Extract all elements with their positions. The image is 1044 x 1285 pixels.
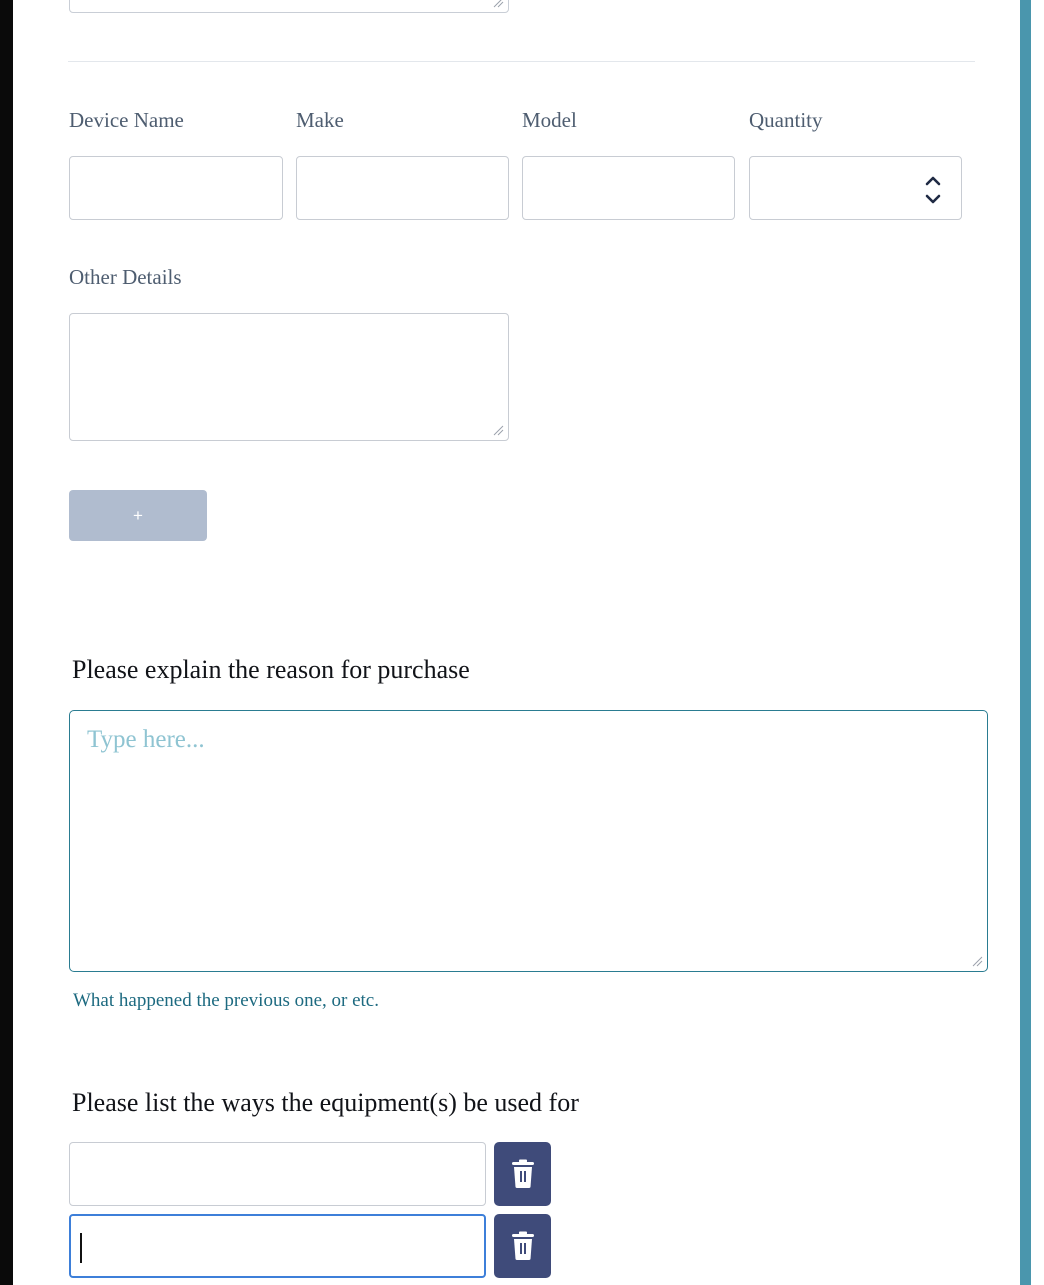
quantity-label: Quantity <box>749 108 823 132</box>
quantity-stepper[interactable] <box>749 156 962 220</box>
right-scroll-track <box>1020 0 1031 1285</box>
use-item-input[interactable] <box>69 1142 486 1206</box>
use-item-input-active[interactable] <box>69 1214 486 1278</box>
model-label: Model <box>522 108 577 132</box>
delete-use-item-button[interactable] <box>494 1142 551 1206</box>
device-name-label: Device Name <box>69 108 184 132</box>
other-details-label: Other Details <box>69 265 182 289</box>
make-input[interactable] <box>296 156 509 220</box>
reason-hint: What happened the previous one, or etc. <box>73 990 379 1011</box>
model-input[interactable] <box>522 156 735 220</box>
device-name-input[interactable] <box>69 156 283 220</box>
reason-textarea[interactable] <box>69 710 988 972</box>
section-divider <box>68 61 975 62</box>
text-caret <box>80 1233 82 1263</box>
add-row-button[interactable]: + <box>69 490 207 541</box>
uses-question: Please list the ways the equipment(s) be used for <box>72 1088 579 1117</box>
resize-grip-icon[interactable] <box>492 424 504 436</box>
left-window-edge <box>0 0 13 1285</box>
chevron-up-down-icon[interactable] <box>923 169 943 209</box>
reason-question: Please explain the reason for purchase <box>72 655 470 684</box>
make-label: Make <box>296 108 344 132</box>
trash-icon <box>511 1159 535 1189</box>
previous-textarea[interactable] <box>69 0 509 13</box>
resize-grip-icon[interactable] <box>971 955 983 967</box>
other-details-textarea[interactable] <box>69 313 509 441</box>
resize-grip-icon[interactable] <box>492 0 504 8</box>
delete-use-item-button[interactable] <box>494 1214 551 1278</box>
trash-icon <box>511 1231 535 1261</box>
reason-placeholder: Type here... <box>87 726 205 753</box>
